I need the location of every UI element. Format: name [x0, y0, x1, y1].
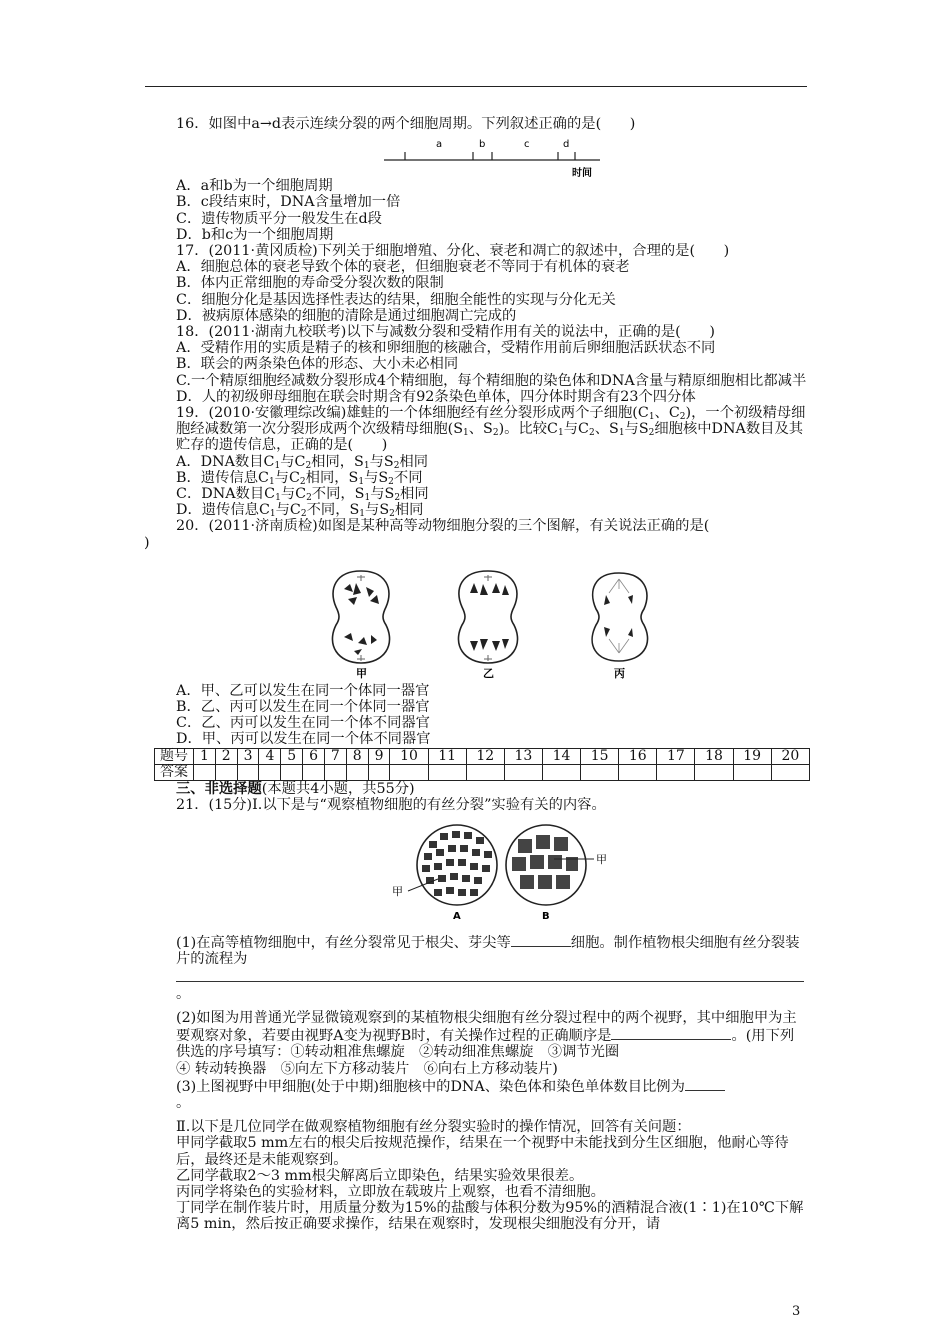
- q21-part1-q2-options: ④ 转动转换器 ⑤向左下方移动装片 ⑥向右上方移动装片): [176, 1060, 558, 1077]
- answer-cell[interactable]: [657, 764, 695, 780]
- q21-microscope-figure: [176, 819, 808, 929]
- cell-yi-drawing: [458, 571, 517, 663]
- q20-stem: 20．(2011·济南质检)如图是某种高等动物细胞分裂的三个图解，有关说法正确的是(: [176, 518, 710, 535]
- view-b-drawing: [506, 825, 594, 905]
- q19-option-a: A．DNA数目$C_1$与$C_2$相同，$S_1$与$S_2$相同: [176, 453, 429, 470]
- question-number-cell: 15: [581, 748, 619, 764]
- q18-option-d: D．人的初级卵母细胞在联会时期含有92条染色单体，四分体时期含有23个四分体: [176, 388, 696, 405]
- answer-table-answer-label: 答案: [155, 764, 194, 780]
- answer-cell[interactable]: [194, 764, 216, 780]
- cell-division-diagrams: [176, 559, 808, 679]
- answer-cell[interactable]: [259, 764, 281, 780]
- question-number-cell: 19: [733, 748, 771, 764]
- q18-option-c: C.一个精原细胞经减数分裂形成4个精细胞，每个精细胞的染色体和DNA含量与精原细胞相比都减半: [176, 372, 807, 389]
- q20-option-b: B．乙、丙可以发生在同一个体同一器官: [176, 699, 430, 716]
- q16-label-b: b: [479, 139, 486, 151]
- question-number-cell: 11: [428, 748, 466, 764]
- answer-cell[interactable]: [542, 764, 580, 780]
- answer-cell[interactable]: [733, 764, 771, 780]
- q16-option-a: A．a和b为一个细胞周期: [176, 178, 333, 195]
- answer-cell[interactable]: [428, 764, 466, 780]
- q21-part2-student-bing: 丙同学将染色的实验材料，立即放在载玻片上观察，也看不清细胞。: [176, 1183, 605, 1200]
- answer-cell[interactable]: [390, 764, 428, 780]
- q16-timeline-figure: [176, 132, 808, 178]
- q20-stem-tail: ): [144, 534, 150, 551]
- question-number-cell: 2: [215, 748, 237, 764]
- q16-stem: 16．如图中a→d表示连续分裂的两个细胞周期。下列叙述正确的是( ): [176, 116, 636, 132]
- q21-label-jia-left: 甲: [392, 885, 403, 899]
- answer-blank[interactable]: [511, 933, 571, 947]
- q17-option-b: B．体内正常细胞的寿命受分裂次数的限制: [176, 275, 444, 292]
- answer-blank[interactable]: [176, 968, 804, 982]
- cell-jia-drawing: [332, 571, 389, 663]
- answer-cell[interactable]: [771, 764, 809, 780]
- answer-cell[interactable]: [619, 764, 657, 780]
- q18-option-a: A．受精作用的实质是精子的核和卵细胞的核融合，受精作用前后卵细胞活跃状态不同: [176, 340, 716, 357]
- answer-table: [154, 748, 810, 781]
- q19-stem: 19．(2010·安徽理综改编)雄蛙的一个体细胞经有丝分裂形成两个子细胞($C_1$、$C_2$)，一个初级精母细胞经减数第一次分裂形成两个次级精母细胞($S_1$、$S_2$)。比较$C_1$与$C_2$、$S_1$与$S_2$细胞核中DNA数目及其贮存的遗传信息，正确的是( ): [176, 405, 806, 454]
- answer-cell[interactable]: [368, 764, 390, 780]
- q21-label-jia-right: 甲: [596, 853, 607, 867]
- answer-cell[interactable]: [581, 764, 619, 780]
- question-number-cell: 1: [194, 748, 216, 764]
- answer-cell[interactable]: [504, 764, 542, 780]
- q21-part1-q1: (1)在高等植物细胞中，有丝分裂常见于根尖、芽尖等 细胞。制作植物根尖细胞有丝分裂装片的流程为 。: [176, 933, 808, 1002]
- question-number-cell: 16: [619, 748, 657, 764]
- answer-cell[interactable]: [281, 764, 303, 780]
- question-number-cell: 6: [303, 748, 325, 764]
- q16-option-c: C．遗传物质平分一般发生在d段: [176, 210, 382, 227]
- q20-label-jia: 甲: [356, 666, 367, 679]
- q17-stem: 17．(2011·黄冈质检)下列关于细胞增殖、分化、衰老和凋亡的叙述中，合理的是( ): [176, 243, 730, 260]
- question-number-cell: 9: [368, 748, 390, 764]
- q21-part2-intro: Ⅱ.以下是几位同学在做观察植物细胞有丝分裂实验时的操作情况，回答有关问题：: [176, 1119, 691, 1136]
- q21-label-a: A: [453, 911, 461, 923]
- q19-option-c: C．DNA数目$C_1$与$C_2$不同，$S_1$与$S_2$相同: [176, 486, 429, 503]
- q20-label-yi: 乙: [483, 666, 494, 679]
- question-number-cell: 14: [542, 748, 580, 764]
- q17-option-a: A．细胞总体的衰老导致个体的衰老，但细胞衰老不等同于有机体的衰老: [176, 259, 630, 276]
- section3-title: 三、非选择题: [176, 780, 262, 797]
- answer-blank[interactable]: [685, 1077, 725, 1091]
- q16-label-d: d: [563, 139, 570, 151]
- q17-option-c: C．细胞分化是基因选择性表达的结果，细胞全能性的实现与分化无关: [176, 291, 616, 308]
- question-number-cell: 18: [695, 748, 733, 764]
- answer-cell[interactable]: [237, 764, 259, 780]
- cell-bing-drawing: [592, 573, 647, 661]
- question-number-cell: 7: [324, 748, 346, 764]
- answer-table-header-label: 题号: [155, 748, 194, 764]
- q18-stem: 18．(2011·湖南九校联考)以下与减数分裂和受精作用有关的说法中，正确的是( ): [176, 324, 715, 341]
- q21-label-b: B: [542, 911, 550, 923]
- q16-label-a: a: [436, 139, 443, 151]
- section3-note: (本题共4小题，共55分): [261, 780, 415, 797]
- q20-option-d: D．甲、丙可以发生在同一个体不同器官: [176, 731, 431, 748]
- question-number-cell: 5: [281, 748, 303, 764]
- q19-option-b: B．遗传信息$C_1$与$C_2$相同，$S_1$与$S_2$不同: [176, 469, 423, 487]
- q17-option-d: D．被病原体感染的细胞的清除是通过细胞凋亡完成的: [176, 307, 517, 324]
- answer-cell[interactable]: [215, 764, 237, 780]
- microscope-views: [176, 819, 808, 929]
- q21-part2-student-jia: 甲同学截取5 mm左右的根尖后按规范操作，结果在一个视野中未能找到分生区细胞，他耐心等待后，最终还是未能观察到。: [176, 1135, 789, 1168]
- section3-heading: [176, 781, 808, 797]
- answer-table-header-row: [155, 748, 810, 764]
- question-number-cell: 12: [466, 748, 504, 764]
- q21-part2-student-yi: 乙同学截取2～3 mm根尖解离后立即染色，结果实验效果很差。: [176, 1167, 584, 1184]
- answer-blank[interactable]: [611, 1026, 731, 1040]
- view-a-drawing: [408, 825, 497, 905]
- question-number-cell: 8: [346, 748, 368, 764]
- answer-cell[interactable]: [346, 764, 368, 780]
- q21-part1-q2: (2)如图为用普通光学显微镜观察到的某植物根尖细胞有丝分裂过程中的两个视野，其中细胞甲为主要观察对象，若要由视野A变为视野B时，有关操作过程的正确顺序是 。(用下列供选的序号填写：①转动粗准焦螺旋 ②转动细准焦螺旋 ③调节光圈: [176, 1009, 797, 1061]
- q20-option-a: A．甲、乙可以发生在同一个体同一器官: [176, 682, 430, 699]
- question-number-cell: 4: [259, 748, 281, 764]
- q20-cell-division-figure: [176, 559, 808, 679]
- answer-cell[interactable]: [466, 764, 504, 780]
- q21-part2-student-ding: 丁同学在制作装片时，用质量分数为15%的盐酸与体积分数为95%的酒精混合液(1∶1)在10℃下解离5 min，然后按正确要求操作，结果在观察时，发现根尖细胞没有分开，请: [176, 1200, 804, 1233]
- page-number: 3: [792, 1304, 801, 1319]
- q21-part1-q3: (3)上图视野中甲细胞(处于中期)细胞核中的DNA、染色体和染色单体数目比例为 。: [176, 1077, 808, 1111]
- q18-option-b: B．联会的两条染色体的形态、大小未必相同: [176, 356, 459, 373]
- cell-cycle-timeline: [176, 132, 808, 178]
- q16-option-d: D．b和c为一个细胞周期: [176, 226, 334, 243]
- answer-table-answer-row: [155, 764, 810, 780]
- answer-cell[interactable]: [695, 764, 733, 780]
- answer-cell[interactable]: [324, 764, 346, 780]
- q16-option-b: B．c段结束时，DNA含量增加一倍: [176, 194, 401, 211]
- question-content: [144, 116, 808, 1233]
- q20-label-bing: 丙: [614, 666, 625, 679]
- question-number-cell: 13: [504, 748, 542, 764]
- q16-label-c: c: [524, 139, 530, 151]
- answer-cell[interactable]: [303, 764, 325, 780]
- question-number-cell: 20: [771, 748, 809, 764]
- q16-axis-label: 时间: [572, 168, 592, 179]
- question-number-cell: 3: [237, 748, 259, 764]
- question-number-cell: 10: [390, 748, 428, 764]
- question-number-cell: 17: [657, 748, 695, 764]
- header-rule: [145, 86, 807, 87]
- q19-option-d: D．遗传信息$C_1$与$C_2$不同，$S_1$与$S_2$相同: [176, 502, 424, 519]
- q20-option-c: C．乙、丙可以发生在同一个体不同器官: [176, 715, 430, 732]
- q21-stem: 21．(15分)Ⅰ.以下是与“观察植物细胞的有丝分裂”实验有关的内容。: [176, 796, 606, 813]
